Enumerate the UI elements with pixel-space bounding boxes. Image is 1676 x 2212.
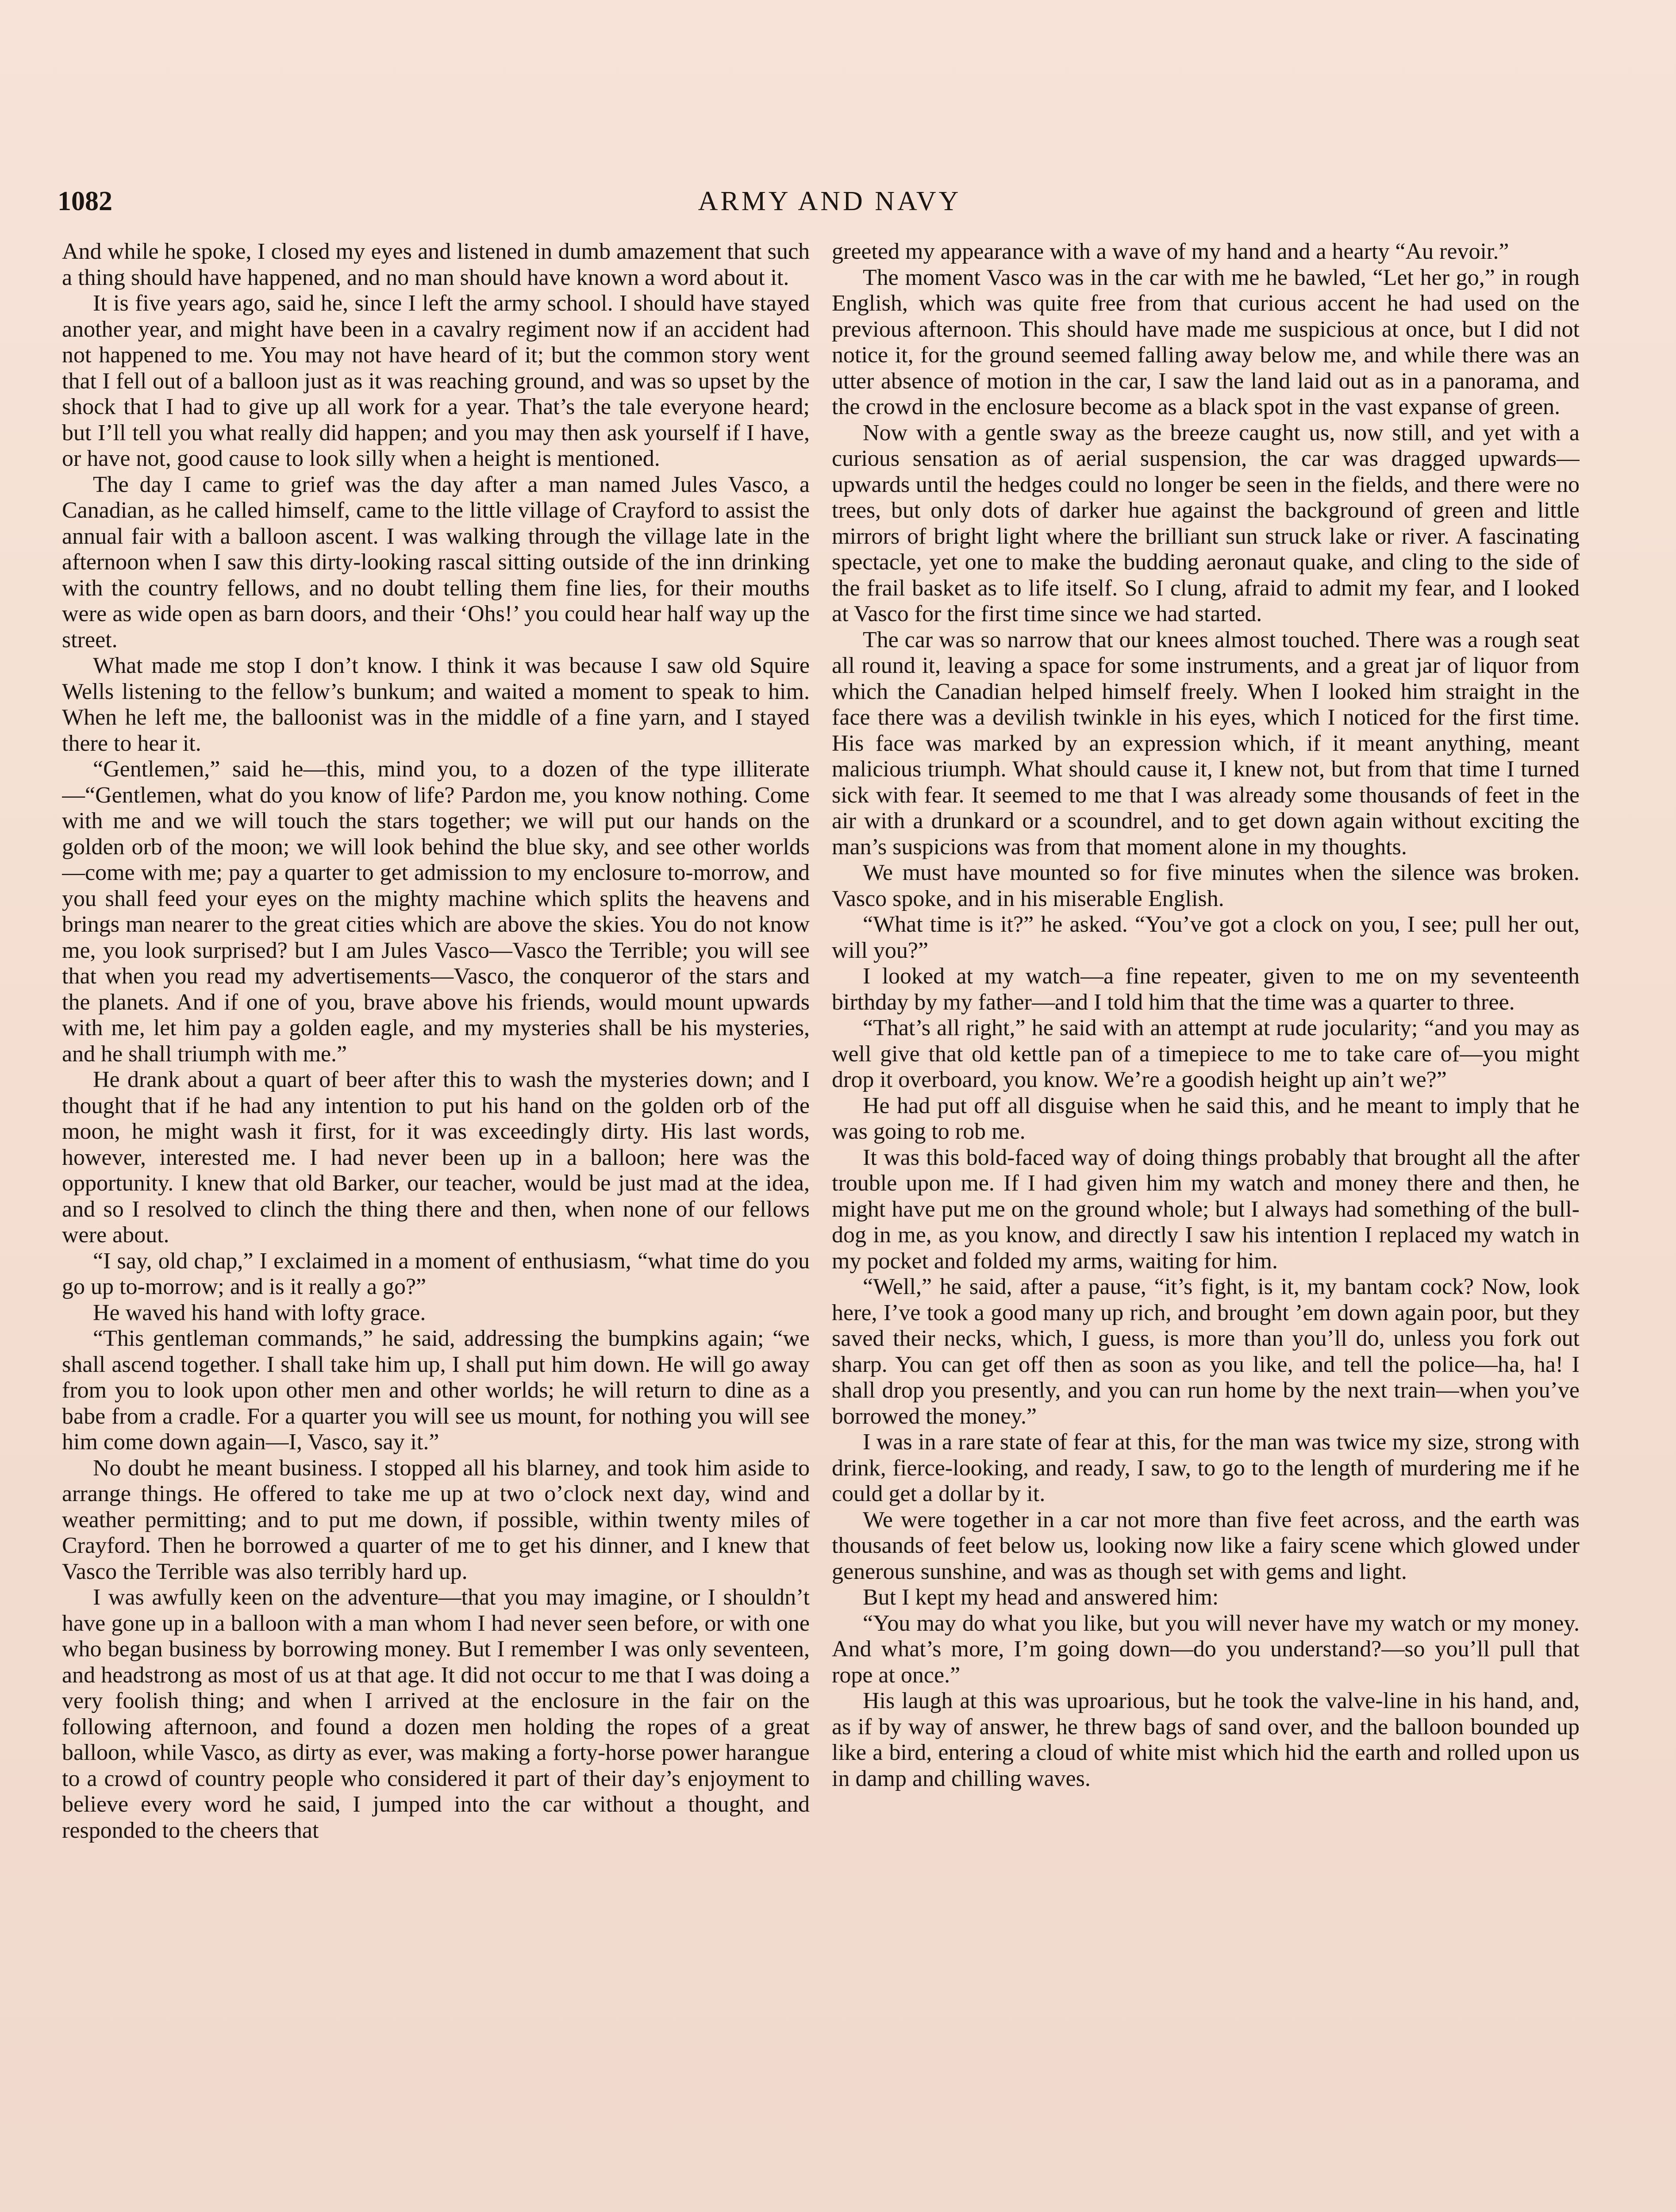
paragraph: He had put off all disguise when he said this, and he meant to imply that he was going to rob me.: [832, 1093, 1580, 1144]
paragraph: “Well,” he said, after a pause, “it’s fight, is it, my bantam cock? Now, look here, I’ve took a good many up rich, and brought ’em down again poor, but they saved their necks, which, I guess, is more than you’ll do, unless you fork out sharp. You can get off then as soon as you like, and tell the police—ha, ha! I shall drop you presently, and you can run home by the next train—when you’ve borrowed the money.”: [832, 1274, 1580, 1429]
paragraph: greeted my appearance with a wave of my hand and a hearty “Au revoir.”: [832, 239, 1509, 264]
right-column: [832, 239, 1580, 2212]
paragraph: We were together in a car not more than five feet across, and the earth was thousands of feet below us, looking now like a fairy scene which glowed under generous sunshine, and was as though set with gems and light.: [832, 1507, 1580, 1584]
paragraph: And while he spoke, I closed my eyes and listened in dumb amazement that such a thing should have happened, and no man should have known a word about it.: [62, 239, 810, 290]
paragraph: I was in a rare state of fear at this, for the man was twice my size, strong with drink, fierce-looking, and ready, I saw, to go to the length of murdering me if he could get a dollar by it.: [832, 1429, 1580, 1506]
paragraph: But I kept my head and answered him:: [863, 1585, 1219, 1610]
paragraph: The car was so narrow that our knees almost touched. There was a rough seat all round it, leaving a space for some instruments, and a great jar of liquor from which the Canadian helped himself freely. When I looked him straight in the face there was a devilish twinkle in his eyes, which I noticed for the first time. His face was marked by an expression which, if it meant anything, meant malicious triumph. What should cause it, I knew not, but from that time I turned sick with fear. It seemed to me that I was already some thousands of feet in the air with a drunkard or a scoundrel, and to get down again without exciting the man’s suspicions was from that moment alone in my thoughts.: [832, 627, 1580, 860]
paragraph: His laugh at this was uproarious, but he took the valve-line in his hand, and, as if by way of answer, he threw bags of sand over, and the balloon bounded up like a bird, entering a cloud of white mist which hid the earth and rolled upon us in damp and chilling waves.: [832, 1688, 1580, 1791]
left-column: [62, 239, 810, 2212]
paragraph: “What time is it?” he asked. “You’ve got a clock on you, I see; pull her out, will you?”: [832, 912, 1580, 963]
running-title: ARMY AND NAVY: [698, 186, 961, 216]
paragraph: “I say, old chap,” I exclaimed in a moment of enthusiasm, “what time do you go up to-morrow; and is it really a go?”: [62, 1248, 810, 1299]
paragraph: “That’s all right,” he said with an attempt at rude jocularity; “and you may as well give that old kettle pan of a timepiece to me to take care of—you might drop it overboard, you know. We’re a goodish height up ain’t we?”: [832, 1015, 1580, 1092]
paragraph: The moment Vasco was in the car with me he bawled, “Let her go,” in rough English, which was quite free from that curious accent he had used on the previous afternoon. This should have made me suspicious at once, but I did not notice it, for the ground seemed falling away below me, and while there was an utter absence of motion in the car, I saw the land laid out as in a panorama, and the crowd in the enclosure become as a black spot in the vast expanse of green.: [832, 265, 1580, 419]
paragraph: No doubt he meant business. I stopped all his blarney, and took him aside to arrange things. He offered to take me up at two o’clock next day, wind and weather permitting; and to put me down, if possible, within twenty miles of Crayford. Then he borrowed a quarter of me to get his dinner, and I knew that Vasco the Terrible was also terribly hard up.: [62, 1455, 810, 1584]
paragraph: The day I came to grief was the day after a man named Jules Vasco, a Canadian, as he called himself, came to the little village of Crayford to assist the annual fair with a balloon ascent. I was walking through the village late in the afternoon when I saw this dirty-looking rascal sitting outside of the inn drinking with the country fellows, and no doubt telling them fine lies, for their mouths were as wide open as barn doors, and their ‘Ohs!’ you could hear half way up the street.: [62, 472, 810, 653]
paragraph: I was awfully keen on the adventure—that you may imagine, or I shouldn’t have gone up in a balloon with a man whom I had never seen before, or with one who began business by borrowing money. But I remember I was only seventeen, and headstrong as most of us at that age. It did not occur to me that I was doing a very foolish thing; and when I arrived at the enclosure in the fair on the following afternoon, and found a dozen men holding the ropes of a great balloon, while Vasco, as dirty as ever, was making a forty-horse power harangue to a crowd of country people who considered it part of their day’s enjoyment to believe every word he said, I jumped into the car without a thought, and responded to the cheers that: [62, 1585, 810, 1843]
paragraph: We must have mounted so for five minutes when the silence was broken. Vasco spoke, and in his miserable English.: [832, 860, 1580, 911]
paragraph: It is five years ago, said he, since I left the army school. I should have stayed another year, and might have been in a cavalry regiment now if an accident had not happened to me. You may not have heard of it; but the common story went that I fell out of a balloon just as it was reaching ground, and was so upset by the shock that I had to give up all work for a year. That’s the tale everyone heard; but I’ll tell you what really did happen; and you may then ask yourself if I have, or have not, good cause to look silly when a height is mentioned.: [62, 291, 810, 471]
paragraph: He drank about a quart of beer after this to wash the mysteries down; and I thought that if he had any intention to put his hand on the golden orb of the moon, he might wash it first, for it was exceedingly dirty. His last words, however, interested me. I had never been up in a balloon; here was the opportunity. I knew that old Barker, our teacher, would be just mad at the idea, and so I resolved to clinch the thing there and then, when none of our fellows were about.: [62, 1067, 810, 1248]
paragraph: Now with a gentle sway as the breeze caught us, now still, and yet with a curious sensation as of aerial suspension, the car was dragged upwards—upwards until the hedges could no longer be seen in the fields, and there were no trees, but only dots of darker hue against the background of green and little mirrors of bright light where the brilliant sun struck lake or river. A fascinating spectacle, yet one to make the budding aeronaut quake, and cling to the side of the frail basket as to life itself. So I clung, afraid to admit my fear, and I looked at Vasco for the first time since we had started.: [832, 420, 1580, 626]
paragraph: I looked at my watch—a fine repeater, given to me on my seventeenth birthday by my father—and I told him that the time was a quarter to three.: [832, 964, 1580, 1015]
paragraph: He waved his hand with lofty grace.: [93, 1300, 426, 1325]
page-header: [58, 186, 1602, 234]
page-number: 1082: [58, 186, 112, 216]
paragraph: It was this bold-faced way of doing things probably that brought all the after trouble upon me. If I had given him my watch and money there and then, he might have put me on the ground whole; but I always had something of the bull-dog in me, as you know, and directly I saw his intention I replaced my watch in my pocket and folded my arms, waiting for him.: [832, 1144, 1580, 1274]
paragraph: “This gentleman commands,” he said, addressing the bumpkins again; “we shall ascend together. I shall take him up, I shall put him down. He will go away from you to look upon other men and other worlds; he will return to dine as a babe from a cradle. For a quarter you will see us mount, for nothing you will see him come down again—I, Vasco, say it.”: [62, 1326, 810, 1455]
paragraph: “You may do what you like, but you will never have my watch or my money. And what’s more, I’m going down—do you understand?—so you’ll pull that rope at once.”: [832, 1610, 1580, 1688]
paragraph: What made me stop I don’t know. I think it was because I saw old Squire Wells listening to the fellow’s bunkum; and waited a moment to speak to him. When he left me, the balloonist was in the middle of a fine yarn, and I stayed there to hear it.: [62, 653, 810, 756]
paragraph: “Gentlemen,” said he—this, mind you, to a dozen of the type illiterate—“Gentlemen, what do you know of life? Pardon me, you know nothing. Come with me and we will touch the stars together; we will put our hands on the golden orb of the moon; we will look behind the blue sky, and see other worlds—come with me; pay a quarter to get admission to my enclosure to-morrow, and you shall feed your eyes on the mighty machine which splits the heavens and brings man nearer to the great cities which are above the skies. You do not know me, you look surprised? but I am Jules Vasco—Vasco the Terrible; you will see that when you read my advertisements—Vasco, the conqueror of the stars and the planets. And if one of you, brave above his friends, would mount upwards with me, let him pay a golden eagle, and my mysteries shall be his mysteries, and he shall triumph with me.”: [62, 757, 810, 1067]
